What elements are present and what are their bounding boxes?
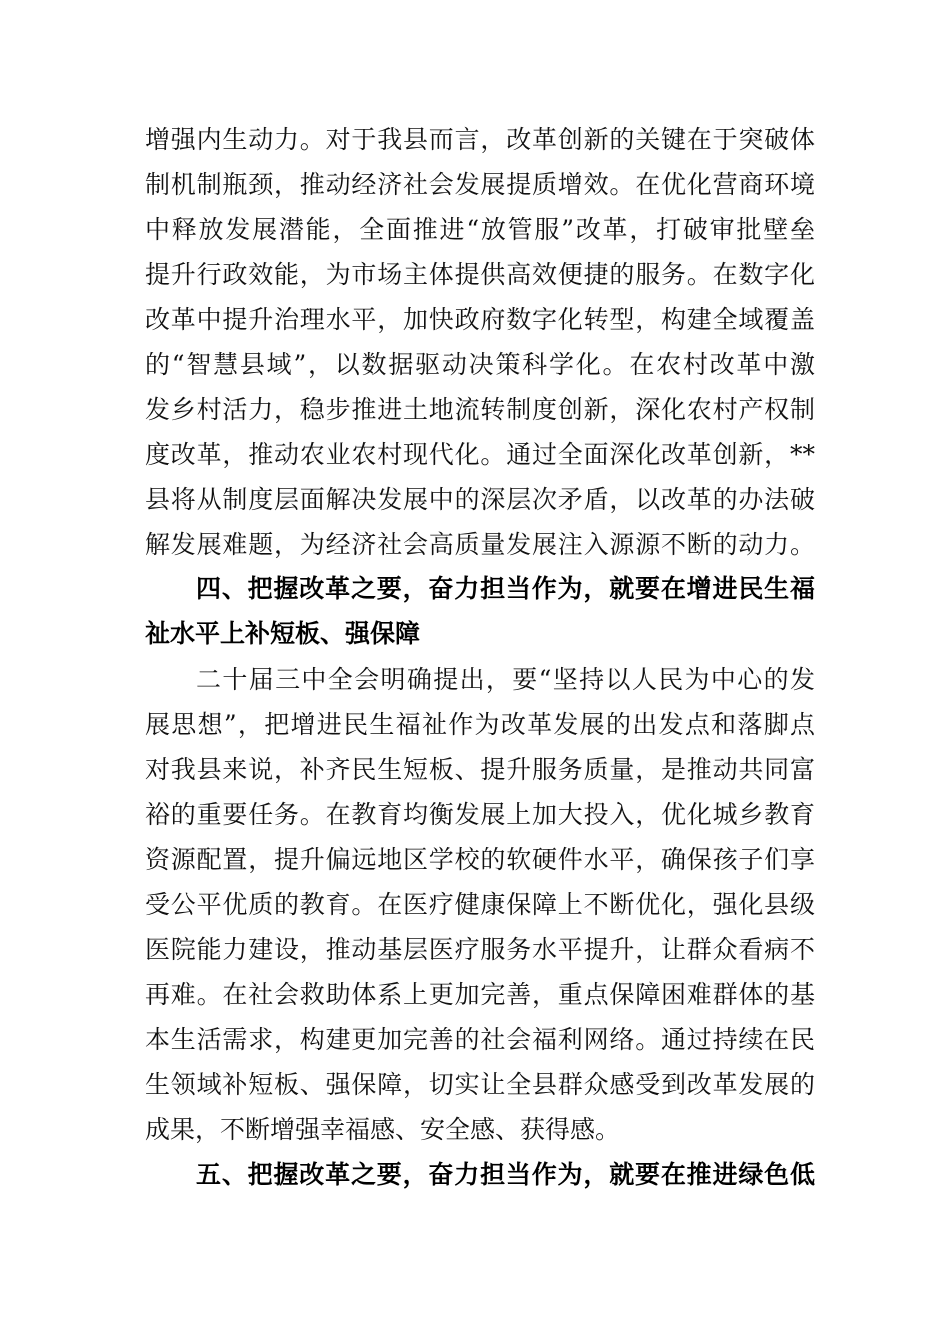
text-line: 再难。在社会救助体系上更加完善，重点保障困难群体的基 (145, 980, 815, 1009)
text-line: 资源配置，提升偏远地区学校的软硬件水平，确保孩子们享 (145, 845, 815, 874)
text-line: 发乡村活力，稳步推进土地流转制度创新，深化农村产权制 (145, 395, 815, 424)
text-line: 度改革，推动农业农村现代化。通过全面深化改革创新，** (145, 440, 815, 469)
text-line: 中释放发展潜能，全面推进“放管服”改革，打破审批壁垒 (145, 215, 815, 244)
text-line: 制机制瓶颈，推动经济社会发展提质增效。在优化营商环境 (145, 170, 815, 199)
text-line: 增强内生动力。对于我县而言，改革创新的关键在于突破体 (145, 125, 815, 154)
text-line: 对我县来说，补齐民生短板、提升服务质量，是推动共同富 (145, 755, 815, 784)
text-line: 解发展难题，为经济社会高质量发展注入源源不断的动力。 (145, 530, 815, 559)
text-line: 改革中提升治理水平，加快政府数字化转型，构建全域覆盖 (145, 305, 815, 334)
text-line: 二十届三中全会明确提出，要“坚持以人民为中心的发 (196, 665, 815, 694)
text-line: 受公平优质的教育。在医疗健康保障上不断优化，强化县级 (145, 890, 815, 919)
text-line: 医院能力建设，推动基层医疗服务水平提升，让群众看病不 (145, 935, 815, 964)
text-line: 县将从制度层面解决发展中的深层次矛盾，以改革的办法破 (145, 485, 815, 514)
text-line: 的“智慧县域”，以数据驱动决策科学化。在农村改革中激 (145, 350, 815, 379)
heading-line: 五、把握改革之要，奋力担当作为，就要在推进绿色低 (196, 1160, 815, 1189)
text-line: 生领域补短板、强保障，切实让全县群众感受到改革发展的 (145, 1070, 815, 1099)
text-line: 成果，不断增强幸福感、安全感、获得感。 (145, 1115, 621, 1144)
text-line: 裕的重要任务。在教育均衡发展上加大投入，优化城乡教育 (145, 800, 815, 829)
heading-line: 四、把握改革之要，奋力担当作为，就要在增进民生福 (196, 574, 815, 603)
text-line: 本生活需求，构建更加完善的社会福利网络。通过持续在民 (145, 1025, 815, 1054)
text-line: 展思想”，把增进民生福祉作为改革发展的出发点和落脚点 (145, 710, 815, 739)
text-line: 提升行政效能，为市场主体提供高效便捷的服务。在数字化 (145, 260, 815, 289)
heading-line: 祉水平上补短板、强保障 (145, 619, 421, 648)
